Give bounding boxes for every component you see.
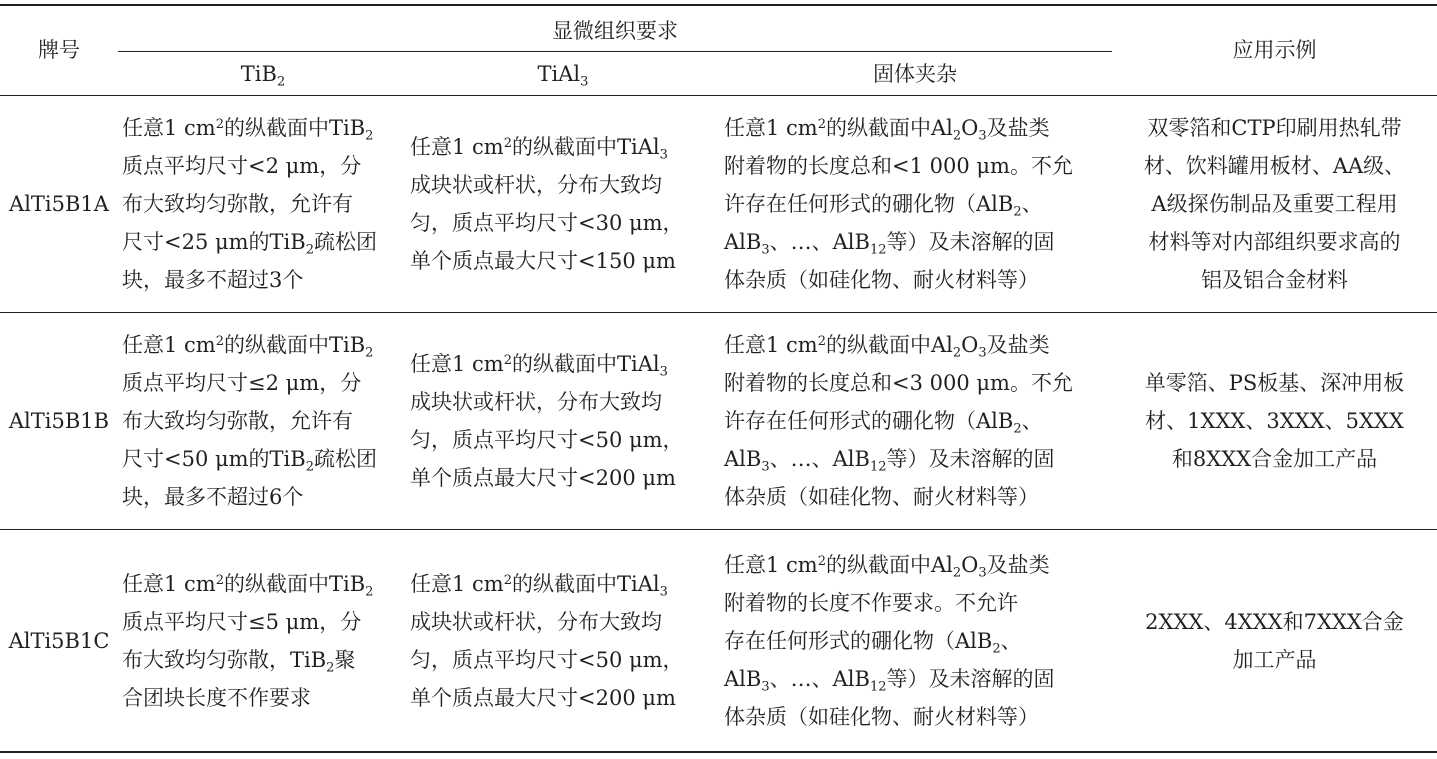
- row-3-inclusion-cell: [724, 546, 1112, 736]
- text-line: 体杂质（如硅化物、耐火材料等）: [724, 485, 1039, 509]
- row-3-grade-cell: [0, 622, 118, 660]
- text-line: 材、饮料罐用板材、AA级、: [1143, 154, 1406, 178]
- text-line: 任意1 $cm^2$的纵截面中TiB$_2$: [122, 116, 374, 144]
- text-line: AlB$_3$、…、AlB$_{12}$等）及未溶解的固: [724, 230, 1055, 258]
- text-line: 合团块长度不作要求: [122, 685, 311, 710]
- text-line: AlB$_3$、…、AlB$_{12}$等）及未溶解的固: [724, 666, 1055, 695]
- text-line: A级探伤制品及重要工程用: [1151, 192, 1398, 216]
- text-line: 质点平均尺寸≤2 μm，分: [122, 371, 362, 395]
- text-line: 任意1 $cm^2$的纵截面中TiB$_2$: [122, 571, 374, 600]
- header-grade: 牌号: [38, 38, 80, 62]
- bottom-rule: [0, 751, 1437, 753]
- header-application: 应用示例: [1232, 38, 1317, 62]
- text-line: 块，最多不超过6个: [122, 485, 304, 509]
- text-line: 铝及铝合金材料: [1201, 268, 1348, 292]
- text-line: 成块状或杆状，分布大致均: [410, 173, 662, 197]
- text-line: 布大致均匀弥散，TiB$_2$聚: [122, 647, 356, 676]
- microstructure-rule: [118, 51, 1112, 52]
- row-1-bottom-rule: [0, 312, 1437, 313]
- row-2-bottom-rule: [0, 529, 1437, 530]
- text-line: 单个质点最大尺寸<150 μm: [410, 249, 676, 273]
- header-tib2: TiB$_2$: [240, 62, 286, 90]
- row-3-tial3-cell: [410, 565, 716, 717]
- text-line: 材料等对内部组织要求高的: [1148, 230, 1401, 254]
- grade-label: AlTi5B1C: [8, 628, 110, 653]
- top-rule: [0, 4, 1437, 6]
- grade-label: AlTi5B1B: [8, 409, 110, 433]
- row-3-application-cell: [1112, 603, 1437, 679]
- grade-label: AlTi5B1A: [9, 192, 109, 216]
- text-line: 加工产品: [1232, 647, 1317, 672]
- text-line: 附着物的长度总和<1 000 μm。不允: [724, 154, 1073, 178]
- row-2-tial3-cell: [410, 345, 716, 497]
- text-line: 布大致均匀弥散，允许有: [122, 192, 353, 216]
- text-line: 体杂质（如硅化物、耐火材料等）: [724, 268, 1039, 292]
- text-line: 任意1 $cm^2$的纵截面中$Al_2O_3$及盐类: [724, 333, 1050, 361]
- text-line: 质点平均尺寸<2 μm，分: [122, 154, 362, 178]
- text-line: 匀，质点平均尺寸<50 μm，: [410, 647, 684, 672]
- text-line: 体杂质（如硅化物、耐火材料等）: [724, 704, 1039, 729]
- row-2-inclusion-cell: [724, 326, 1112, 516]
- row-1-application-cell: [1112, 109, 1437, 299]
- header-microstructure: 显微组织要求: [552, 19, 678, 43]
- text-line: 双零箔和CTP印刷用热轧带: [1147, 116, 1402, 140]
- row-1-inclusion-cell: [724, 109, 1112, 299]
- row-2-application-cell: [1112, 364, 1437, 478]
- text-line: 尺寸<25 μm的TiB$_2$疏松团: [122, 230, 377, 258]
- text-line: 任意1 $cm^2$的纵截面中TiAl$_3$: [410, 571, 668, 600]
- row-2-tib2-cell: [122, 326, 406, 516]
- row-1-grade-cell: [0, 185, 118, 223]
- text-line: 许存在任何形式的硼化物（AlB$_2$、: [724, 192, 1043, 220]
- text-line: 单零箔、PS板基、深冲用板: [1144, 371, 1405, 395]
- row-1-tial3-cell: [410, 128, 716, 280]
- header-solid-inclusion: 固体夹杂: [873, 62, 957, 86]
- text-line: 许存在任何形式的硼化物（AlB$_2$、: [724, 409, 1043, 437]
- text-line: 和8XXX合金加工产品: [1171, 447, 1378, 471]
- text-line: 任意1 $cm^2$的纵截面中TiB$_2$: [122, 333, 374, 361]
- text-line: 成块状或杆状，分布大致均: [410, 609, 662, 634]
- text-line: 附着物的长度不作要求。不允许: [724, 590, 1018, 615]
- text-line: 匀，质点平均尺寸<30 μm，: [410, 211, 684, 235]
- text-line: 单个质点最大尺寸<200 μm: [410, 685, 676, 710]
- row-2-grade-cell: [0, 402, 118, 440]
- row-3-tib2-cell: [122, 565, 406, 717]
- text-line: 单个质点最大尺寸<200 μm: [410, 466, 676, 490]
- text-line: 任意1 $cm^2$的纵截面中TiAl$_3$: [410, 135, 668, 163]
- row-1-tib2-cell: [122, 109, 406, 299]
- text-line: 2XXX、4XXX和7XXX合金: [1145, 609, 1404, 634]
- text-line: 尺寸<50 μm的TiB$_2$疏松团: [122, 447, 377, 475]
- text-line: 附着物的长度总和<3 000 μm。不允: [724, 371, 1073, 395]
- text-line: 任意1 $cm^2$的纵截面中TiAl$_3$: [410, 352, 668, 380]
- text-line: 匀，质点平均尺寸<50 μm，: [410, 428, 684, 452]
- text-line: 成块状或杆状，分布大致均: [410, 390, 662, 414]
- text-line: 质点平均尺寸≤5 μm，分: [122, 609, 362, 634]
- text-line: 布大致均匀弥散，允许有: [122, 409, 353, 433]
- header-tial3: TiAl$_3$: [537, 62, 589, 90]
- text-line: 任意1 $cm^2$的纵截面中$Al_2O_3$及盐类: [724, 552, 1050, 581]
- text-line: 块，最多不超过3个: [122, 268, 304, 292]
- header-bottom-rule: [0, 95, 1437, 96]
- text-line: 任意1 $cm^2$的纵截面中$Al_2O_3$及盐类: [724, 116, 1050, 144]
- text-line: 存在任何形式的硼化物（AlB$_2$、: [724, 628, 1022, 657]
- text-line: 材、1XXX、3XXX、5XXX: [1145, 409, 1404, 433]
- text-line: AlB$_3$、…、AlB$_{12}$等）及未溶解的固: [724, 447, 1055, 475]
